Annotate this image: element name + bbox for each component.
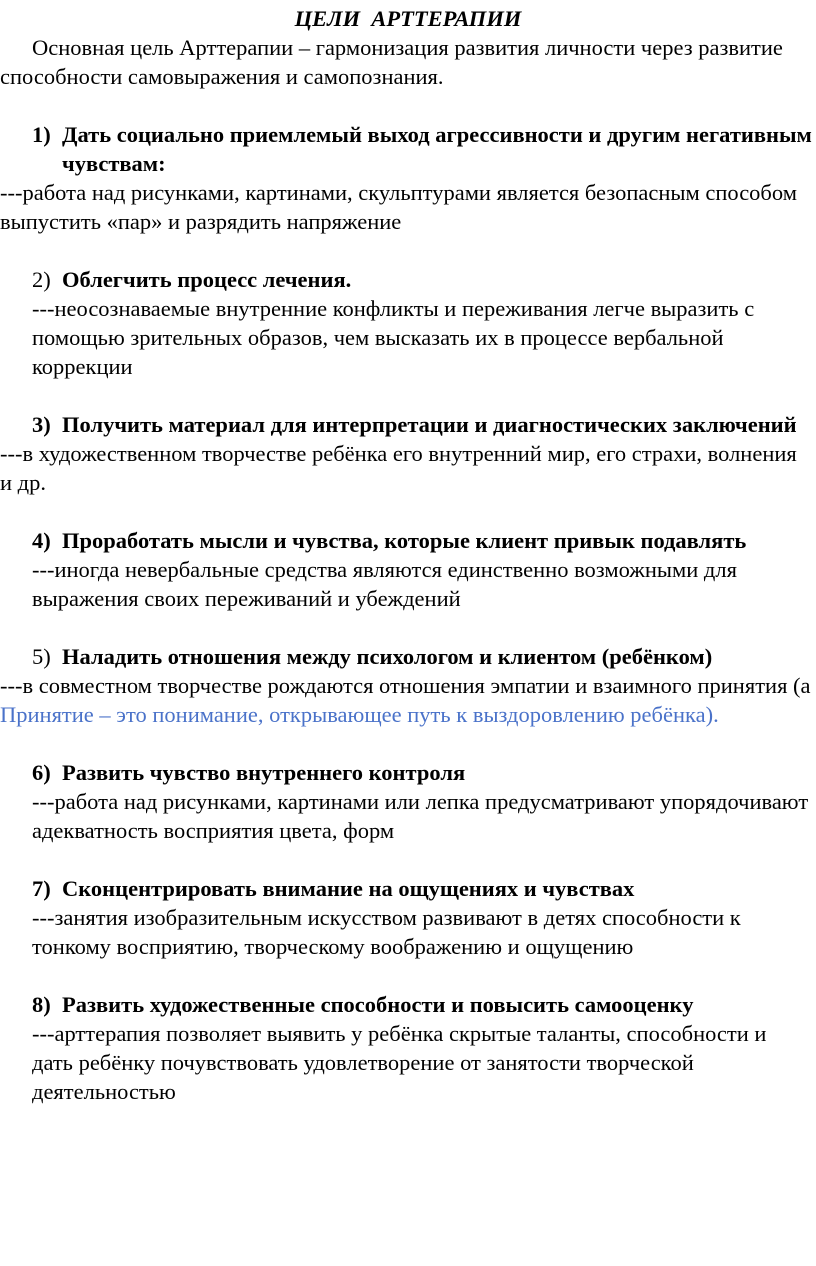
goal-heading-4 bbox=[0, 526, 816, 555]
goal-description-1: ---работа над рисунками, картинами, скульптурами является безопасным способом выпустить «пар» и разрядить напряжение bbox=[0, 180, 797, 234]
goal-number: 6) bbox=[32, 760, 51, 785]
goal-heading-6 bbox=[0, 758, 816, 787]
goal-heading-8 bbox=[0, 990, 816, 1019]
goal-number: 7) bbox=[32, 876, 51, 901]
goal-description-3: ---в художественном творчестве ребёнка его внутренний мир, его страхи, волнения и др. bbox=[0, 441, 797, 495]
goal-number: 8) bbox=[32, 992, 51, 1017]
document-title: ЦЕЛИ АРТТЕРАПИИ bbox=[294, 6, 522, 31]
goal-title: Проработать мысли и чувства, которые клиент привык подавлять bbox=[62, 528, 747, 553]
goal-description-7: ---занятия изобразительным искусством развивают в детях способности к тонкому восприятию, творческому воображению и ощущению bbox=[32, 905, 741, 959]
goal-description-4: ---иногда невербальные средства являются единственно возможными для выражения своих переживаний и убеждений bbox=[32, 557, 737, 611]
goal-title: Развить чувство внутреннего контроля bbox=[62, 760, 466, 785]
goal-heading-5 bbox=[0, 642, 816, 671]
goal-heading-3 bbox=[0, 410, 816, 439]
highlighted-quote: Принятие – это понимание, открывающее путь к выздоровлению ребёнка). bbox=[0, 702, 719, 727]
goal-heading-1 bbox=[0, 120, 816, 178]
goal-description-text: ---в совместном творчестве рождаются отношения эмпатии и взаимного принятия (а bbox=[0, 673, 811, 698]
goal-title: Сконцентрировать внимание на ощущениях и чувствах bbox=[62, 876, 635, 901]
goal-title: Облегчить процесс лечения. bbox=[62, 267, 352, 292]
goal-title: Наладить отношения между психологом и клиентом (ребёнком) bbox=[62, 644, 713, 669]
goal-heading-2 bbox=[0, 265, 816, 294]
goal-title: Получить материал для интерпретации и диагностических заключений bbox=[62, 412, 797, 437]
goal-number: 3) bbox=[32, 412, 51, 437]
goal-title: Дать социально приемлемый выход агрессивности и другим негативным чувствам: bbox=[62, 122, 812, 176]
goal-number: 4) bbox=[32, 528, 51, 553]
goal-description-6: ---работа над рисунками, картинами или лепка предусматривают упорядочивают адекватность восприятия цвета, форм bbox=[32, 789, 809, 843]
goal-description-8: ---арттерапия позволяет выявить у ребёнка скрытые таланты, способности и дать ребёнку почувствовать удовлетворение от занятости творческой деятельностью bbox=[32, 1021, 767, 1104]
goal-title: Развить художественные способности и повысить самооценку bbox=[62, 992, 694, 1017]
goal-heading-7 bbox=[0, 874, 816, 903]
goal-number: 5) bbox=[32, 644, 51, 669]
document-page bbox=[0, 4, 816, 1266]
goal-description-2: ---неосознаваемые внутренние конфликты и переживания легче выразить с помощью зрительных образов, чем высказать их в процессе вербальной коррекции bbox=[32, 296, 755, 379]
goal-number: 2) bbox=[32, 267, 51, 292]
goal-description-5 bbox=[0, 671, 816, 729]
intro-paragraph: Основная цель Арттерапии – гармонизация развития личности через развитие способности самовыражения и самопознания. bbox=[0, 35, 783, 89]
goal-number: 1) bbox=[32, 122, 51, 147]
